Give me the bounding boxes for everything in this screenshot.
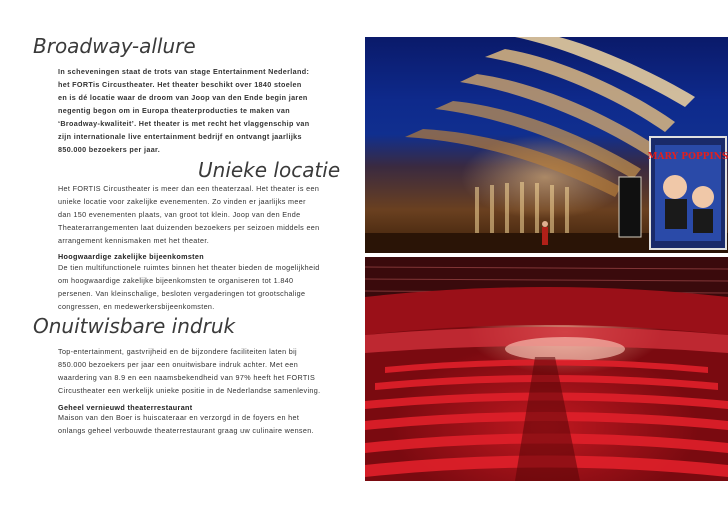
text-line: om hoogwaardige zakelijke bijeenkomsten te organiseren tot 1.840 [58,276,294,285]
subheading-zakelijke-bijeenkomsten: Hoogwaardige zakelijke bijeenkomsten [58,252,205,261]
text-line: 850.000 bezoekers per jaar. [58,145,161,154]
text-line: arrangement kennismaken met het theater. [58,236,210,245]
exterior-illustration [365,37,728,253]
text-line: In scheveningen staat de trots van stage Entertainment Nederland: [58,67,310,76]
locatie-paragraph [58,182,358,247]
poster-title: MARY POPPINS [647,152,728,162]
bijeenkomsten-paragraph [58,261,358,313]
text-line: De tien multifunctionele ruimtes binnen het theater bieden de mogelijkheid [58,263,320,272]
text-line: waardering van 8.9 en een naamsbekendheid van 97% heeft het FORTIS [58,373,316,382]
broadway-paragraph [58,65,358,156]
subheading-theaterrestaurant: Geheel vernieuwd theaterrestaurant [58,403,193,412]
text-line: Top-entertainment, gastvrijheid en de bijzondere faciliteiten laten bij [58,347,298,356]
heading-broadway-allure: Broadway-allure [33,34,196,58]
auditorium-photo [365,257,728,481]
text-line: en is dé locatie waar de droom van Joop van den Ende begin jaren [58,93,308,102]
restaurant-paragraph [58,411,358,437]
text-line: dan 150 evenementen plaats, van groot tot klein. Joop van den Ende [58,210,301,219]
auditorium-illustration [365,257,728,481]
theater-exterior-photo [365,37,728,253]
text-line: het FORTis Circustheater. Het theater beschikt over 1840 stoelen [58,80,302,89]
text-line: zijn internationale live entertainment bedrijf en ontvangt jaarlijks [58,132,302,141]
heading-onuitwisbare-indruk: Onuitwisbare indruk [33,314,236,338]
text-line: Maison van den Boer is huiscateraar en verzorgd in de foyers en het [58,413,300,422]
indruk-paragraph [58,345,358,397]
heading-unieke-locatie: Unieke locatie [198,158,341,182]
text-line: persenen. Van kleinschalige, besloten vergaderingen tot grootschalige [58,289,306,298]
text-line: Theaterarrangementen laat duizenden bezoekers per seizoen middels een [58,223,320,232]
text-line: Circustheater een werkelijk unieke positie in de Nederlandse samenleving. [58,386,321,395]
text-line: negentig begon om in Europa theaterproducties te maken van [58,106,290,115]
text-line: Het FORTIS Circustheater is meer dan een theaterzaal. Het theater is een [58,184,320,193]
text-line: onlangs geheel verbouwde theaterrestaurant graag uw culinaire wensen. [58,426,314,435]
text-line: ‘Broadway-kwaliteit’. Het theater is met recht het vlaggenschip van [58,119,310,128]
text-line: 850.000 bezoekers per jaar een onuitwisbare indruk achter. Met een [58,360,299,369]
text-line: unieke locatie voor zakelijke evenementen. Zo vinden er jaarlijks meer [58,197,306,206]
text-line: congressen, en medewerkersbijeenkomsten. [58,302,215,311]
